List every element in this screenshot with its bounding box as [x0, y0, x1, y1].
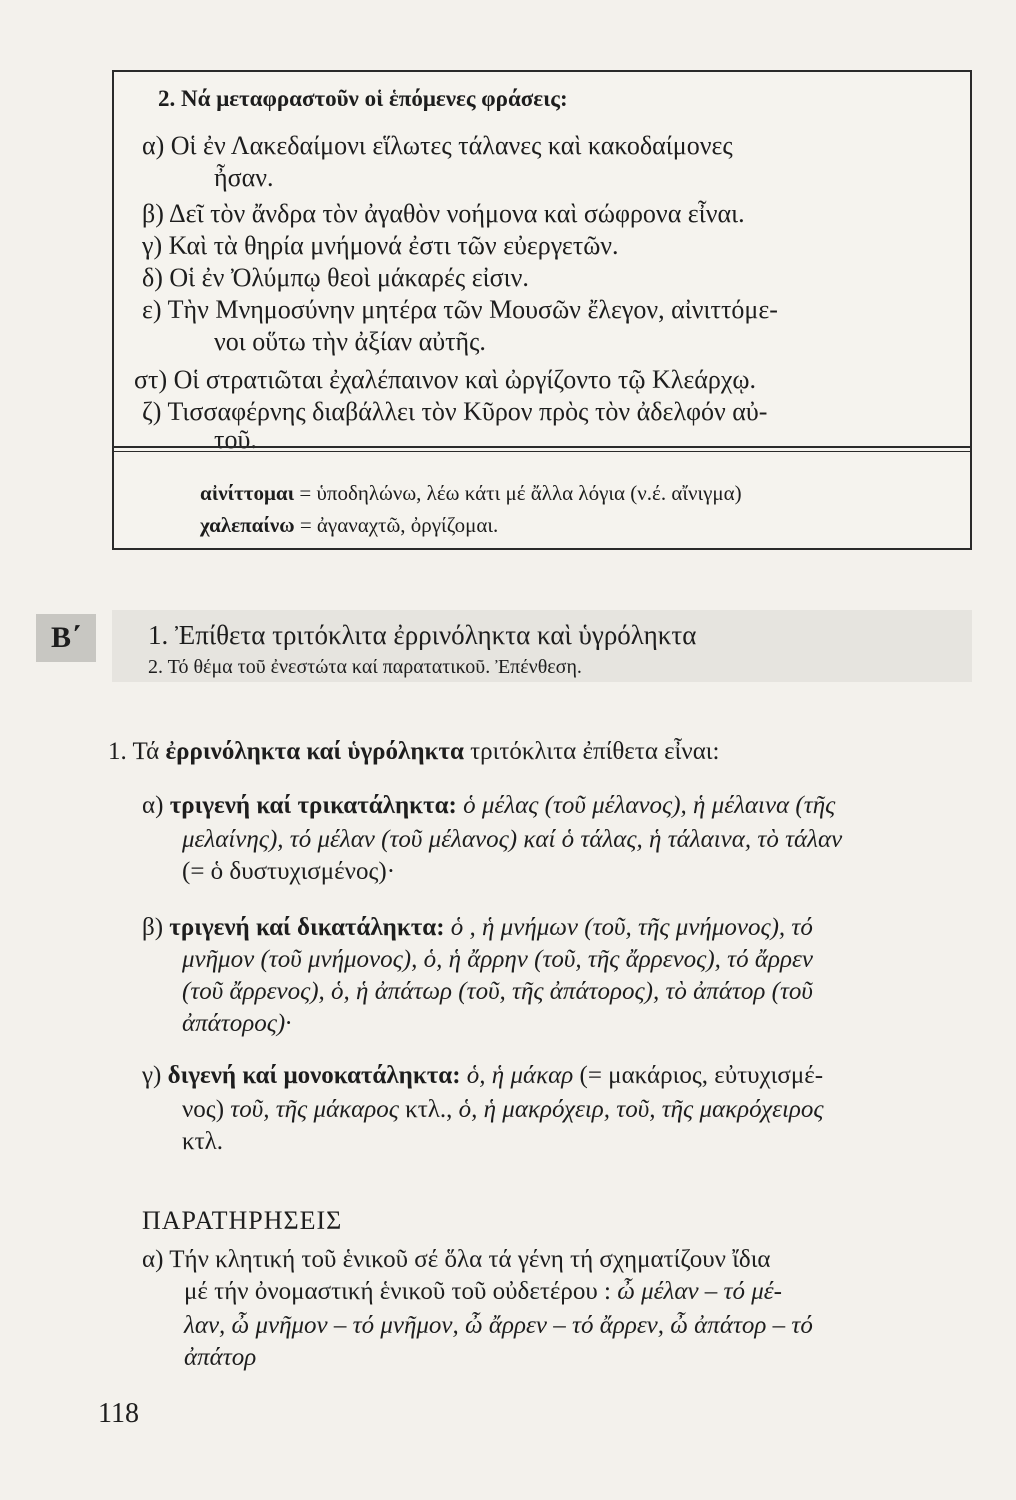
item-marker: γ)	[142, 1062, 162, 1089]
item-a-line	[182, 856, 395, 888]
box-divider	[114, 446, 970, 452]
item-c-text: νος)	[182, 1096, 231, 1123]
item-a-heading: τριγενή καί τρικατάληκτα:	[169, 792, 457, 819]
item-c-heading: διγενή καί μονοκατάληκτα:	[167, 1062, 461, 1089]
item-c-text: ὁ, ἡ μάκαρ	[466, 1062, 574, 1089]
remarks-line	[184, 1342, 256, 1374]
exercise-line: στ) Οἱ στρατιῶται ἐχαλέπαινον καὶ ὠργίζοντο τῷ Κλεάρχῳ.	[134, 365, 757, 394]
remarks-text: μέ τήν ὀνομαστική ἑνικοῦ τοῦ οὐδετέρου :	[184, 1278, 618, 1305]
item-b-line	[182, 976, 813, 1008]
exercise-line: β) Δεῖ τὸν ἄνδρα τὸν ἀγαθὸν νοήμονα καὶ σώφρονα εἶναι.	[142, 199, 745, 228]
remarks-text: λαν, ὦ μνῆμον – τό μνῆμον, ὦ ἄρρεν – τό ἄρρεν, ὦ ἀπάτορ – τό	[184, 1312, 813, 1339]
item-b-text: ἀπάτορος)·	[182, 1010, 292, 1037]
remarks-line	[184, 1310, 813, 1342]
glossary-term: αἰνίττομαι	[200, 481, 295, 505]
item-c-line	[182, 1126, 223, 1158]
exercise-line: ε) Τὴν Μνημοσύνην μητέρα τῶν Μουσῶν ἔλεγον, αἰνιττόμε-	[142, 295, 778, 324]
glossary-definition: = ὑποδηλώνω, λέω κάτι μέ ἄλλα λόγια (ν.έ. αἴνιγμα)	[299, 481, 742, 505]
exercise-line: ἦσαν.	[214, 163, 274, 192]
section-subheading: 2. Τό θέμα τοῦ ἐνεστώτα καί παρατατικοῦ. Ἐπένθεση.	[148, 656, 582, 678]
exercise-line: α) Οἱ ἐν Λακεδαίμονι εἵλωτες τάλανες καὶ κακοδαίμονες	[142, 131, 733, 160]
exercise-line: γ) Καὶ τὰ θηρία μνήμονά ἐστι τῶν εὐεργετῶν.	[142, 231, 619, 260]
intro-line	[108, 736, 719, 768]
remarks-text: ὦ μέλαν – τό μέ-	[617, 1278, 782, 1305]
remarks-line	[184, 1276, 782, 1308]
item-b-text: ὁ , ἡ μνήμων (τοῦ, τῆς μνήμονος), τό	[450, 914, 813, 941]
item-b-text: (τοῦ ἄρρενος), ὁ, ἡ ἀπάτωρ (τοῦ, τῆς ἀπάτορος), τὸ ἀπάτορ (τοῦ	[182, 978, 813, 1005]
exercise-line: δ) Οἱ ἐν Ὀλύμπῳ θεοὶ μάκαρές εἰσιν.	[142, 263, 529, 292]
item-a-text: ὁ μέλας (τοῦ μέλανος), ἡ μέλαινα (τῆς	[463, 792, 836, 819]
item-b-text: μνῆμον (τοῦ μνήμονος), ὁ, ἡ ἄρρην (τοῦ, τῆς ἄρρενος), τό ἄρρεν	[182, 946, 813, 973]
remarks-text: Τήν κλητική τοῦ ἑνικοῦ σέ ὅλα τά γένη τή σχηματίζουν ἴδια	[169, 1246, 771, 1273]
exercise-line: ζ) Τισσαφέρνης διαβάλλει τὸν Κῦρον πρὸς τὸν ἀδελφόν αὐ-	[142, 397, 768, 426]
remarks-line	[142, 1244, 771, 1276]
item-marker: α)	[142, 792, 164, 819]
item-c-line	[142, 1060, 823, 1092]
exercise-line: νοι οὕτω τὴν ἀξίαν αὐτῆς.	[214, 327, 486, 356]
item-b-line	[142, 912, 813, 944]
intro-suffix: τριτόκλιτα ἐπίθετα εἶναι:	[463, 738, 720, 765]
glossary-definition: = ἀγαναχτῶ, ὀργίζομαι.	[299, 513, 499, 537]
item-b-line	[182, 1008, 291, 1040]
item-c-text: κτλ.,	[398, 1096, 459, 1123]
item-marker: α)	[142, 1246, 164, 1273]
intro-bold: ἐρρινόληκτα καί ὑγρόληκτα	[165, 738, 464, 765]
item-a-line	[142, 790, 835, 822]
remarks-text: ἀπάτορ	[184, 1344, 257, 1371]
exercise-title: 2. Νά μεταφραστοῦν οἱ ἑπόμενες φράσεις:	[158, 86, 568, 111]
remarks-title: ΠΑΡΑΤΗΡΗΣΕΙΣ	[142, 1206, 343, 1235]
item-c-text: τοῦ, τῆς μάκαρος	[230, 1096, 399, 1123]
glossary-entry	[200, 512, 498, 538]
item-c-text: ὁ, ἡ μακρόχειρ, τοῦ, τῆς μακρόχειρος	[458, 1096, 824, 1123]
item-a-line	[182, 824, 842, 856]
intro-prefix: 1. Τά	[108, 738, 166, 765]
item-c-line	[182, 1094, 824, 1126]
item-b-line	[182, 944, 813, 976]
page-number: 118	[98, 1398, 139, 1429]
item-c-text: κτλ.	[182, 1128, 224, 1155]
item-c-text: (= μακάριος, εὐτυχισμέ-	[579, 1062, 824, 1089]
section-badge: Β΄	[36, 614, 96, 662]
exercise-box	[112, 70, 972, 550]
item-a-text: (= ὁ δυστυχισμένος)·	[182, 858, 396, 885]
section-heading: 1. Ἐπίθετα τριτόκλιτα ἐρρινόληκτα καὶ ὑγρόληκτα	[148, 620, 697, 650]
glossary-entry	[200, 480, 742, 506]
item-b-heading: τριγενή καί δικατάληκτα:	[169, 914, 445, 941]
glossary-term: χαλεπαίνω	[200, 513, 295, 537]
exercise-line: τοῦ.	[214, 425, 257, 454]
item-marker: β)	[142, 914, 164, 941]
item-a-text: μελαίνης), τό μέλαν (τοῦ μέλανος) καί ὁ τάλας, ἡ τάλαινα, τὸ τάλαν	[182, 826, 843, 853]
